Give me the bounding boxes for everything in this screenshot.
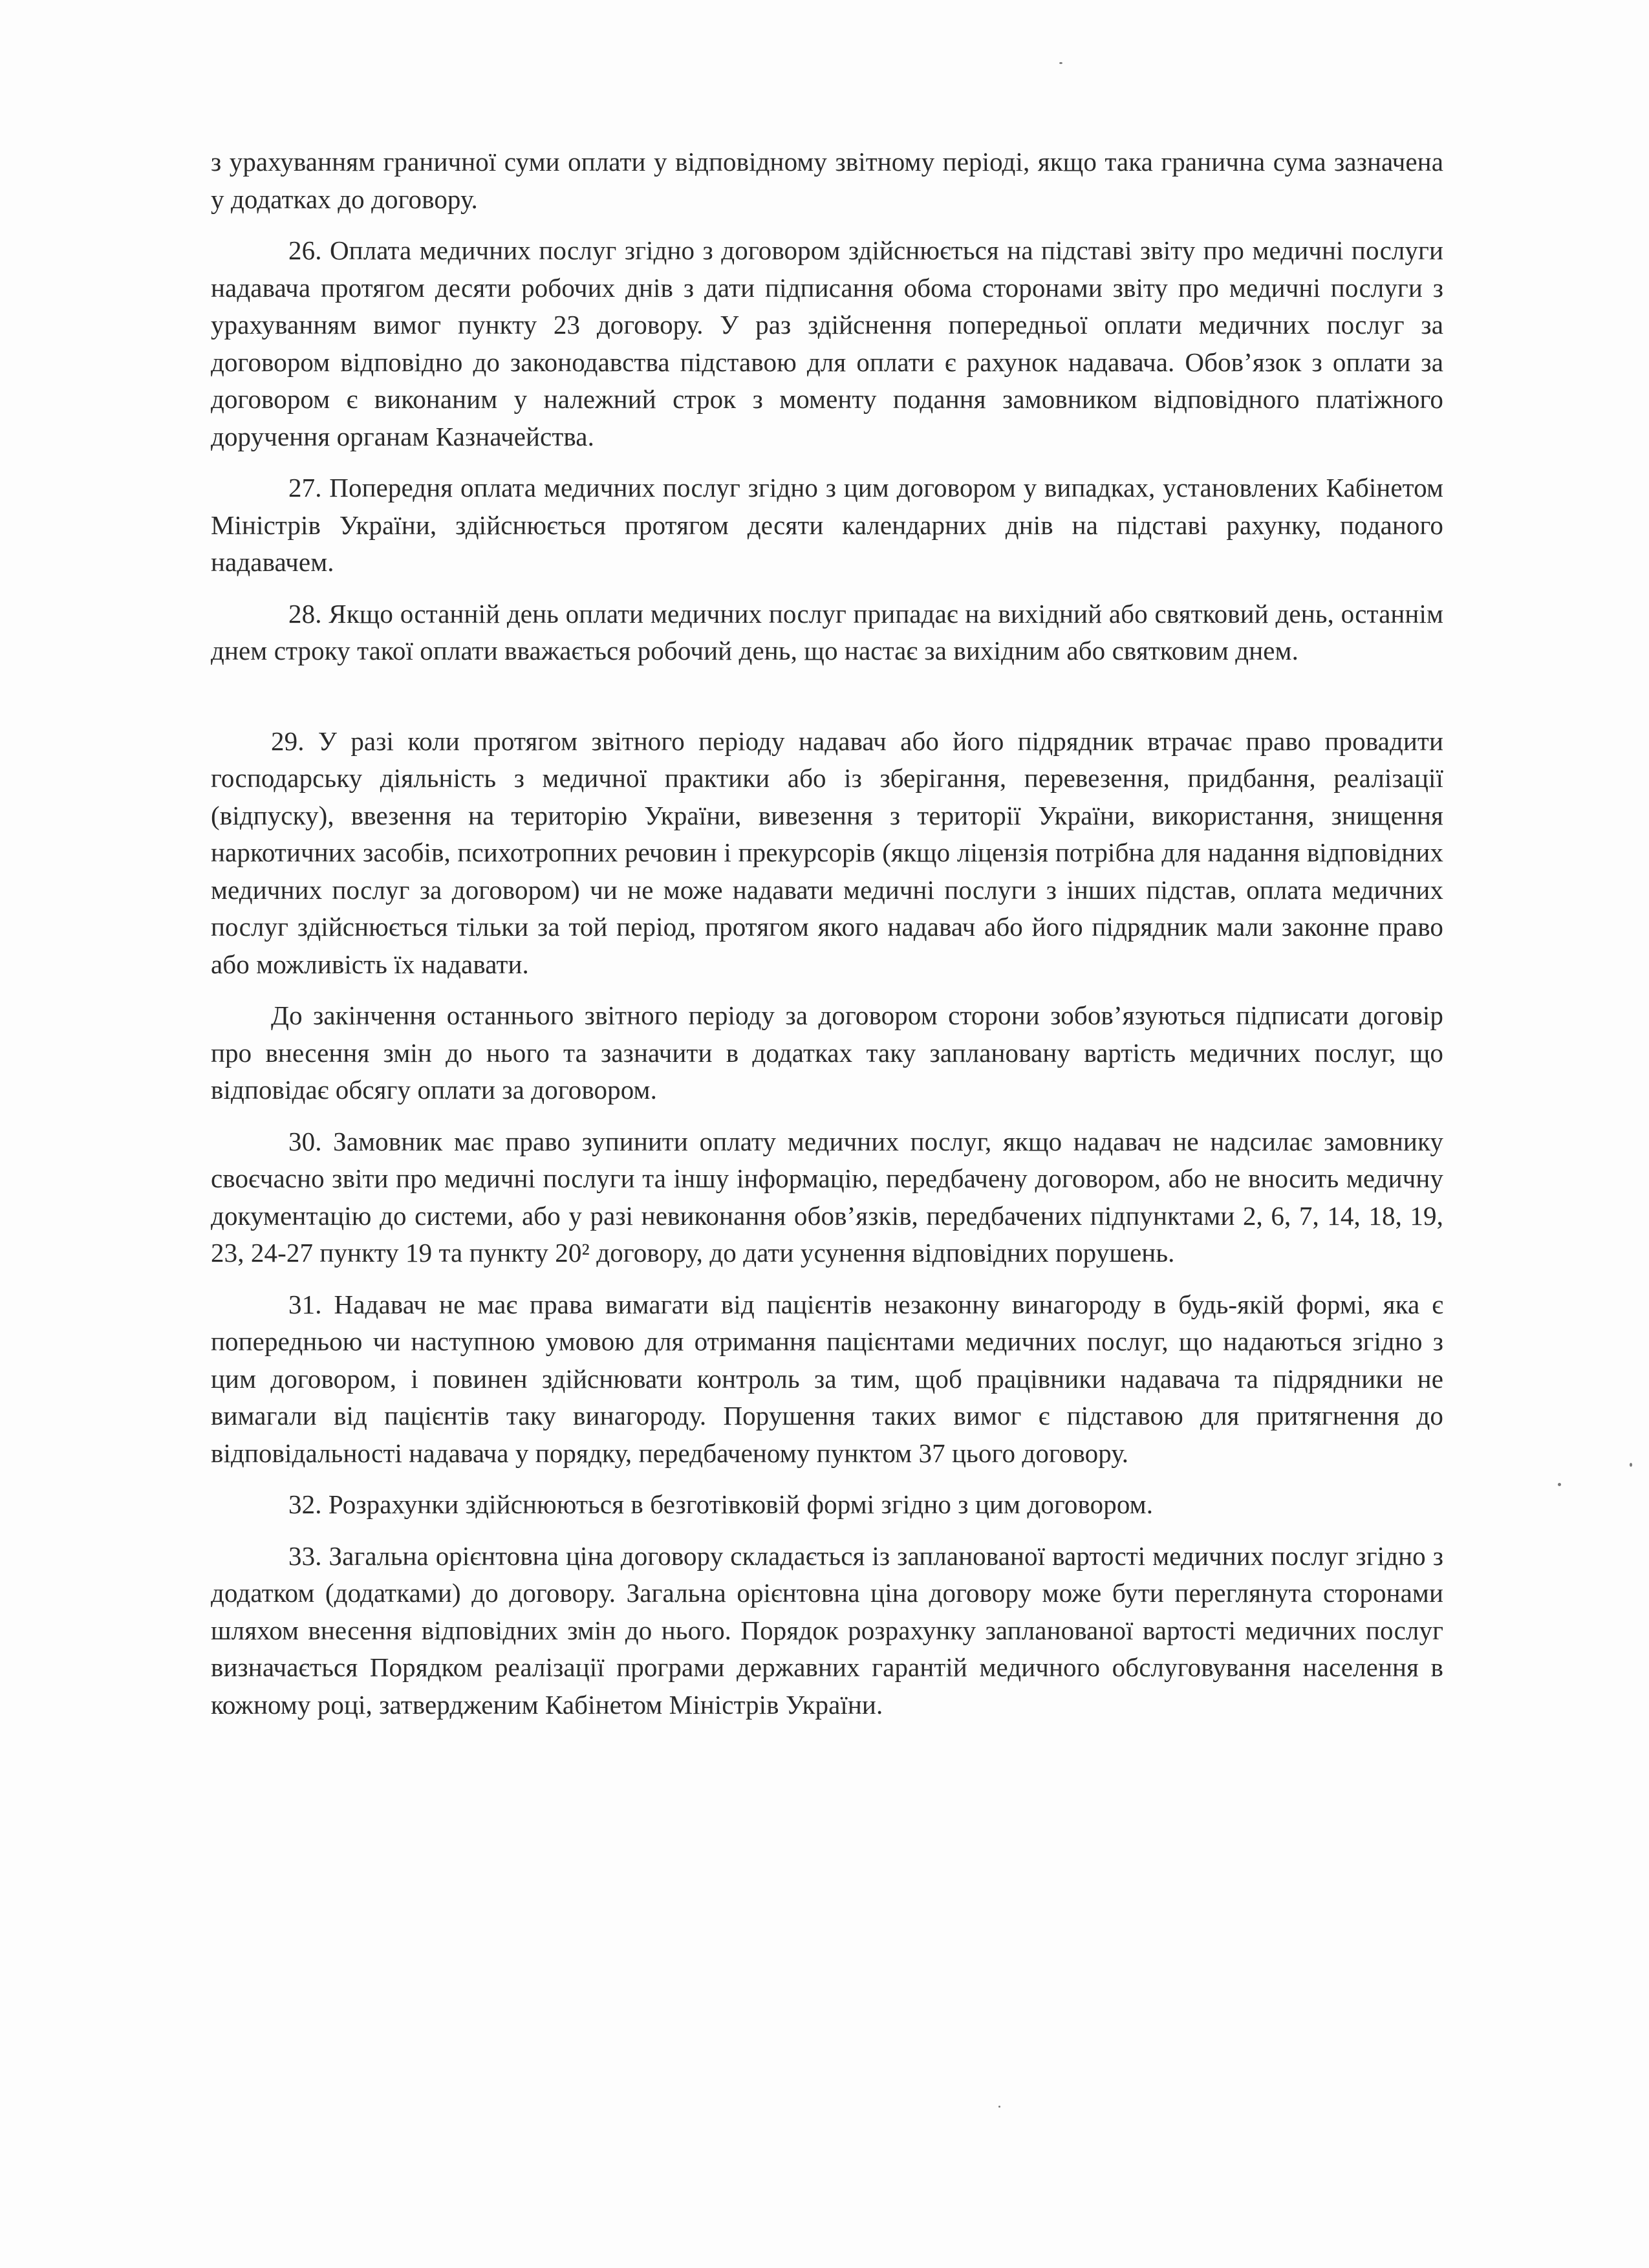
scan-speck (1558, 1483, 1561, 1486)
paragraph-32: 32. Розрахунки здійснюються в безготівковій формі згідно з цим договором. (288, 1489, 1154, 1519)
paragraph-29-continuation: До закінчення останнього звітного періоду за договором сторони зобов’язуються підписати договір про внесення змін до нього та зазначити в додатках таку заплановану вартість медичних послуг, що відповідає обсягу оплати за договором. (211, 1000, 1443, 1105)
scan-speck (1059, 62, 1062, 64)
scan-speck (1630, 1463, 1632, 1467)
paragraph-27: 27. Попередня оплата медичних послуг згідно з цим договором у випадках, установлених Кабінетом Міністрів України, здійснюється протягом десяти календарних днів на підставі рахунку, поданого надавачем. (211, 473, 1443, 577)
paragraph-28: 28. Якщо останній день оплати медичних послуг припадає на вихідний або святковий день, останнім днем строку такої оплати вважається робочий день, що настає за вихідним або святковим днем. (211, 598, 1443, 665)
paragraph-26: 26. Оплата медичних послуг згідно з договором здійснюється на підставі звіту про медичні послуги надавача протягом десяти робочих днів з дати підписання обома сторонами звіту про медичні послуги з урахуванням вимог пункту 23 договору. У раз здійснення попередньої оплати медичних послуг за договором відповідно до законодавства підставою для оплати є рахунок надавача. Обов’язок з оплати за договором є виконаним у належний строк з моменту подання замовником відповідного платіжного доручення органам Казначейства. (211, 235, 1443, 451)
paragraph-29: 29. У разі коли протягом звітного періоду надавач або його підрядник втрачає право провадити господарську діяльність з медичної практики або із зберігання, перевезення, придбання, реалізації (відпуску), ввезення на територію України, вивезення з території України, використання, знищення наркотичних засобів, психотропних речовин і прекурсорів (якщо ліцензія потрібна для надання відповідних медичних послуг за договором) чи не може надавати медичні послуги з інших підстав, оплата медичних послуг здійснюється тільки за той період, протягом якого надавач або його підрядник мали законне право або можливість їх надавати. (211, 726, 1443, 979)
paragraph-continuation: з урахуванням граничної суми оплати у відповідному звітному періоді, якщо така гранична сума зазначена у додатках до договору. (211, 147, 1443, 214)
document-body (211, 144, 1443, 1738)
paragraph-33: 33. Загальна орієнтовна ціна договору складається із запланованої вартості медичних послуг згідно з додатком (додатками) до договору. Загальна орієнтовна ціна договору може бути переглянута сторонами шляхом внесення відповідних змін до нього. Порядок розрахунку запланованої вартості медичних послуг визначається Порядком реалізації програми державних гарантій медичного обслуговування населення в кожному році, затвердженим Кабінетом Міністрів України. (211, 1540, 1443, 1720)
paragraph-30: 30. Замовник має право зупинити оплату медичних послуг, якщо надавач не надсилає замовнику своєчасно звіти про медичні послуги та іншу інформацію, передбачену договором, або не вносить медичну документацію до системи, або у разі невиконання обов’язків, передбачених підпунктами 2, 6, 7, 14, 18, 19, 23, 24-27 пункту 19 та пункту 20² договору, до дати усунення відповідних порушень. (211, 1126, 1443, 1268)
scan-speck (998, 2106, 1000, 2108)
paragraph-31: 31. Надавач не має права вимагати від пацієнтів незаконну винагороду в будь-якій формі, яка є попередньою чи наступною умовою для отримання пацієнтами медичних послуг, що надаються згідно з цим договором, і повинен здійснювати контроль за тим, щоб працівники надавача та підрядники не вимагали від пацієнтів таку винагороду. Порушення таких вимог є підставою для притягнення до відповідальності надавача у порядку, передбаченому пунктом 37 цього договору. (211, 1289, 1443, 1468)
